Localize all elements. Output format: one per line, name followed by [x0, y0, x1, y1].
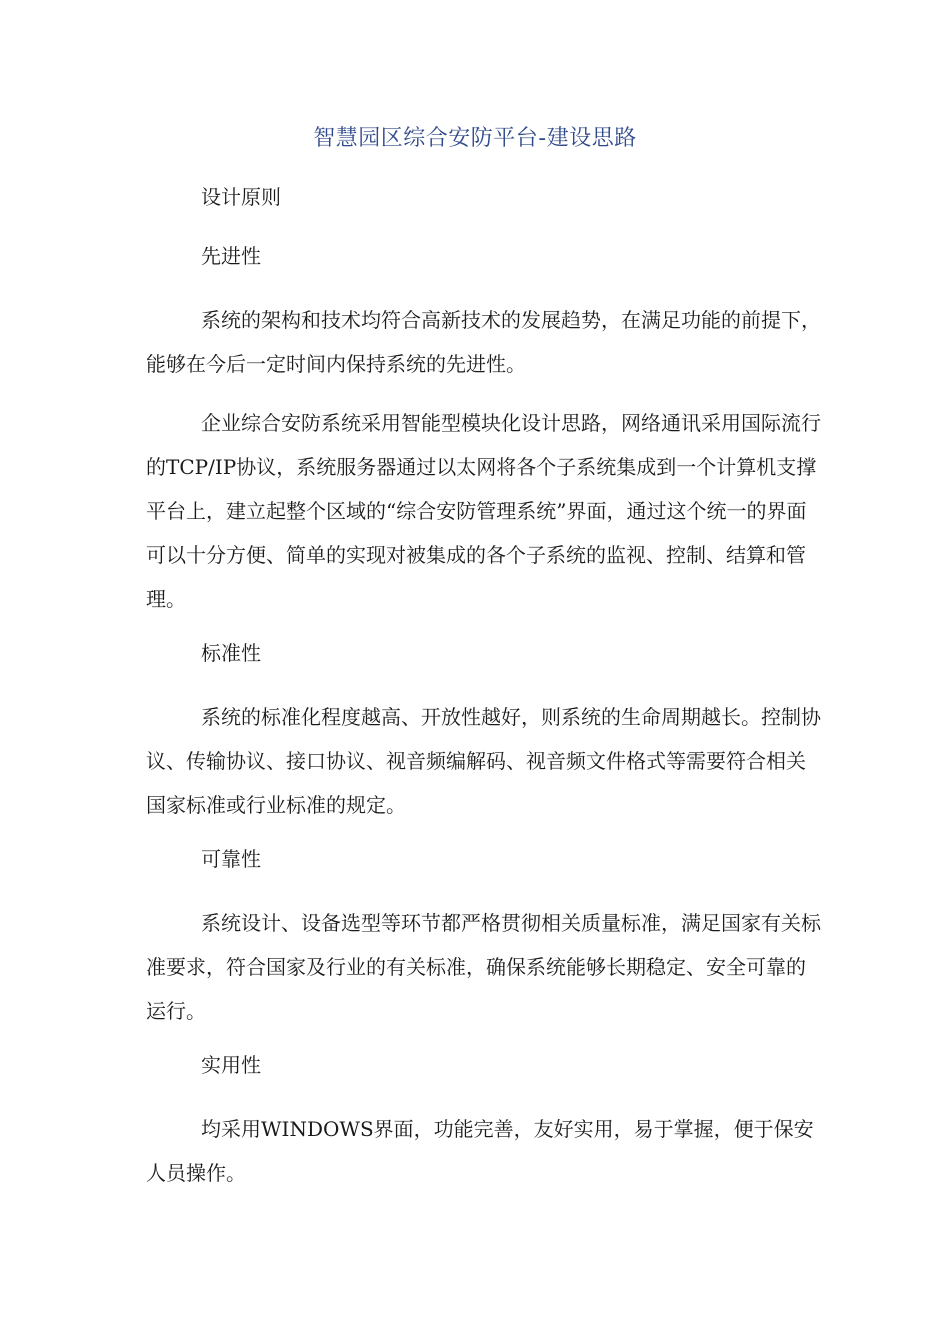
section-heading-standard: 标准性 [201, 641, 261, 665]
document-body [146, 180, 822, 1210]
paragraph-advanced-1: 系统的架构和技术均符合高新技术的发展趋势，在满足功能的前提下，能够在今后一定时间内保持系统的先进性。 [146, 308, 821, 376]
section-heading-reliability: 可靠性 [201, 847, 261, 871]
section-heading-practicality: 实用性 [201, 1053, 261, 1077]
paragraph-practicality-1: 均采用WINDOWS界面，功能完善，友好实用，易于掌握，便于保安人员操作。 [146, 1117, 814, 1185]
paragraph-advanced-2: 企业综合安防系统采用智能型模块化设计思路，网络通讯采用国际流行的TCP/IP协议，系统服务器通过以太网将各个子系统集成到一个计算机支撑平台上，建立起整个区域的“综合安防管理系统”界面，通过这个统一的界面可以十分方便、简单的实现对被集成的各个子系统的监视、控制、结算和管理。 [146, 411, 821, 611]
section-heading-design-principles: 设计原则 [201, 185, 281, 209]
paragraph-reliability-1: 系统设计、设备选型等环节都严格贯彻相关质量标准，满足国家有关标准要求，符合国家及行业的有关标准，确保系统能够长期稳定、安全可靠的运行。 [146, 911, 821, 1023]
document-title: 智慧园区综合安防平台-建设思路 [313, 126, 637, 151]
paragraph-standard-1: 系统的标准化程度越高、开放性越好，则系统的生命周期越长。控制协议、传输协议、接口协议、视音频编解码、视音频文件格式等需要符合相关国家标准或行业标准的规定。 [146, 705, 821, 817]
section-heading-advanced: 先进性 [201, 244, 261, 268]
